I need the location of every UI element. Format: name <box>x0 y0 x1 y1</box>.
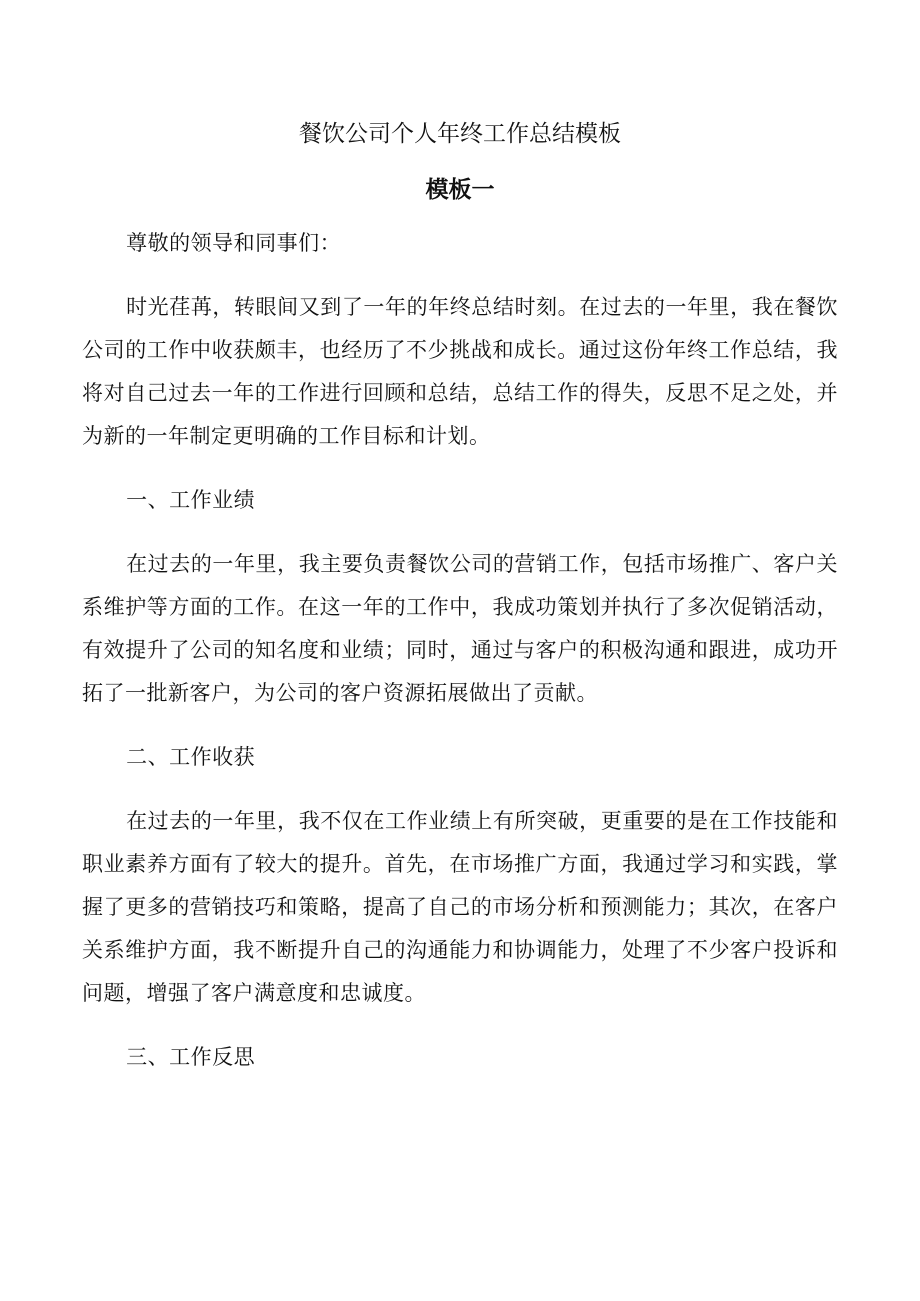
document-title: 餐饮公司个人年终工作总结模板 <box>299 121 621 147</box>
section-heading-performance: 一、工作业绩 <box>126 488 256 512</box>
section-heading-gains: 二、工作收获 <box>126 745 256 769</box>
section-body-performance: 在过去的一年里，我主要负责餐饮公司的营销工作，包括市场推广、客户关系维护等方面的工作。在这一年的工作中，我成功策划并执行了多次促销活动，有效提升了公司的知名度和业绩；同时，通过与客户的积极沟通和跟进，成功开拓了一批新客户，为公司的客户资源拓展做出了贡献。 <box>82 552 838 705</box>
salutation: 尊敬的领导和同事们： <box>126 231 342 255</box>
section-body-gains: 在过去的一年里，我不仅在工作业绩上有所突破，更重要的是在工作技能和职业素养方面有了较大的提升。首先，在市场推广方面，我通过学习和实践，掌握了更多的营销技巧和策略，提高了自己的市场分析和预测能力；其次，在客户关系维护方面，我不断提升自己的沟通能力和协调能力，处理了不少客户投诉和问题，增强了客户满意度和忠诚度。 <box>82 809 838 1005</box>
document-page <box>82 112 838 1079</box>
document-subtitle: 模板一 <box>425 177 495 203</box>
intro-paragraph: 时光荏苒，转眼间又到了一年的年终总结时刻。在过去的一年里，我在餐饮公司的工作中收获颇丰，也经历了不少挑战和成长。通过这份年终工作总结，我将对自己过去一年的工作进行回顾和总结，总结工作的得失，反思不足之处，并为新的一年制定更明确的工作目标和计划。 <box>82 295 838 448</box>
section-heading-reflection: 三、工作反思 <box>126 1045 256 1069</box>
